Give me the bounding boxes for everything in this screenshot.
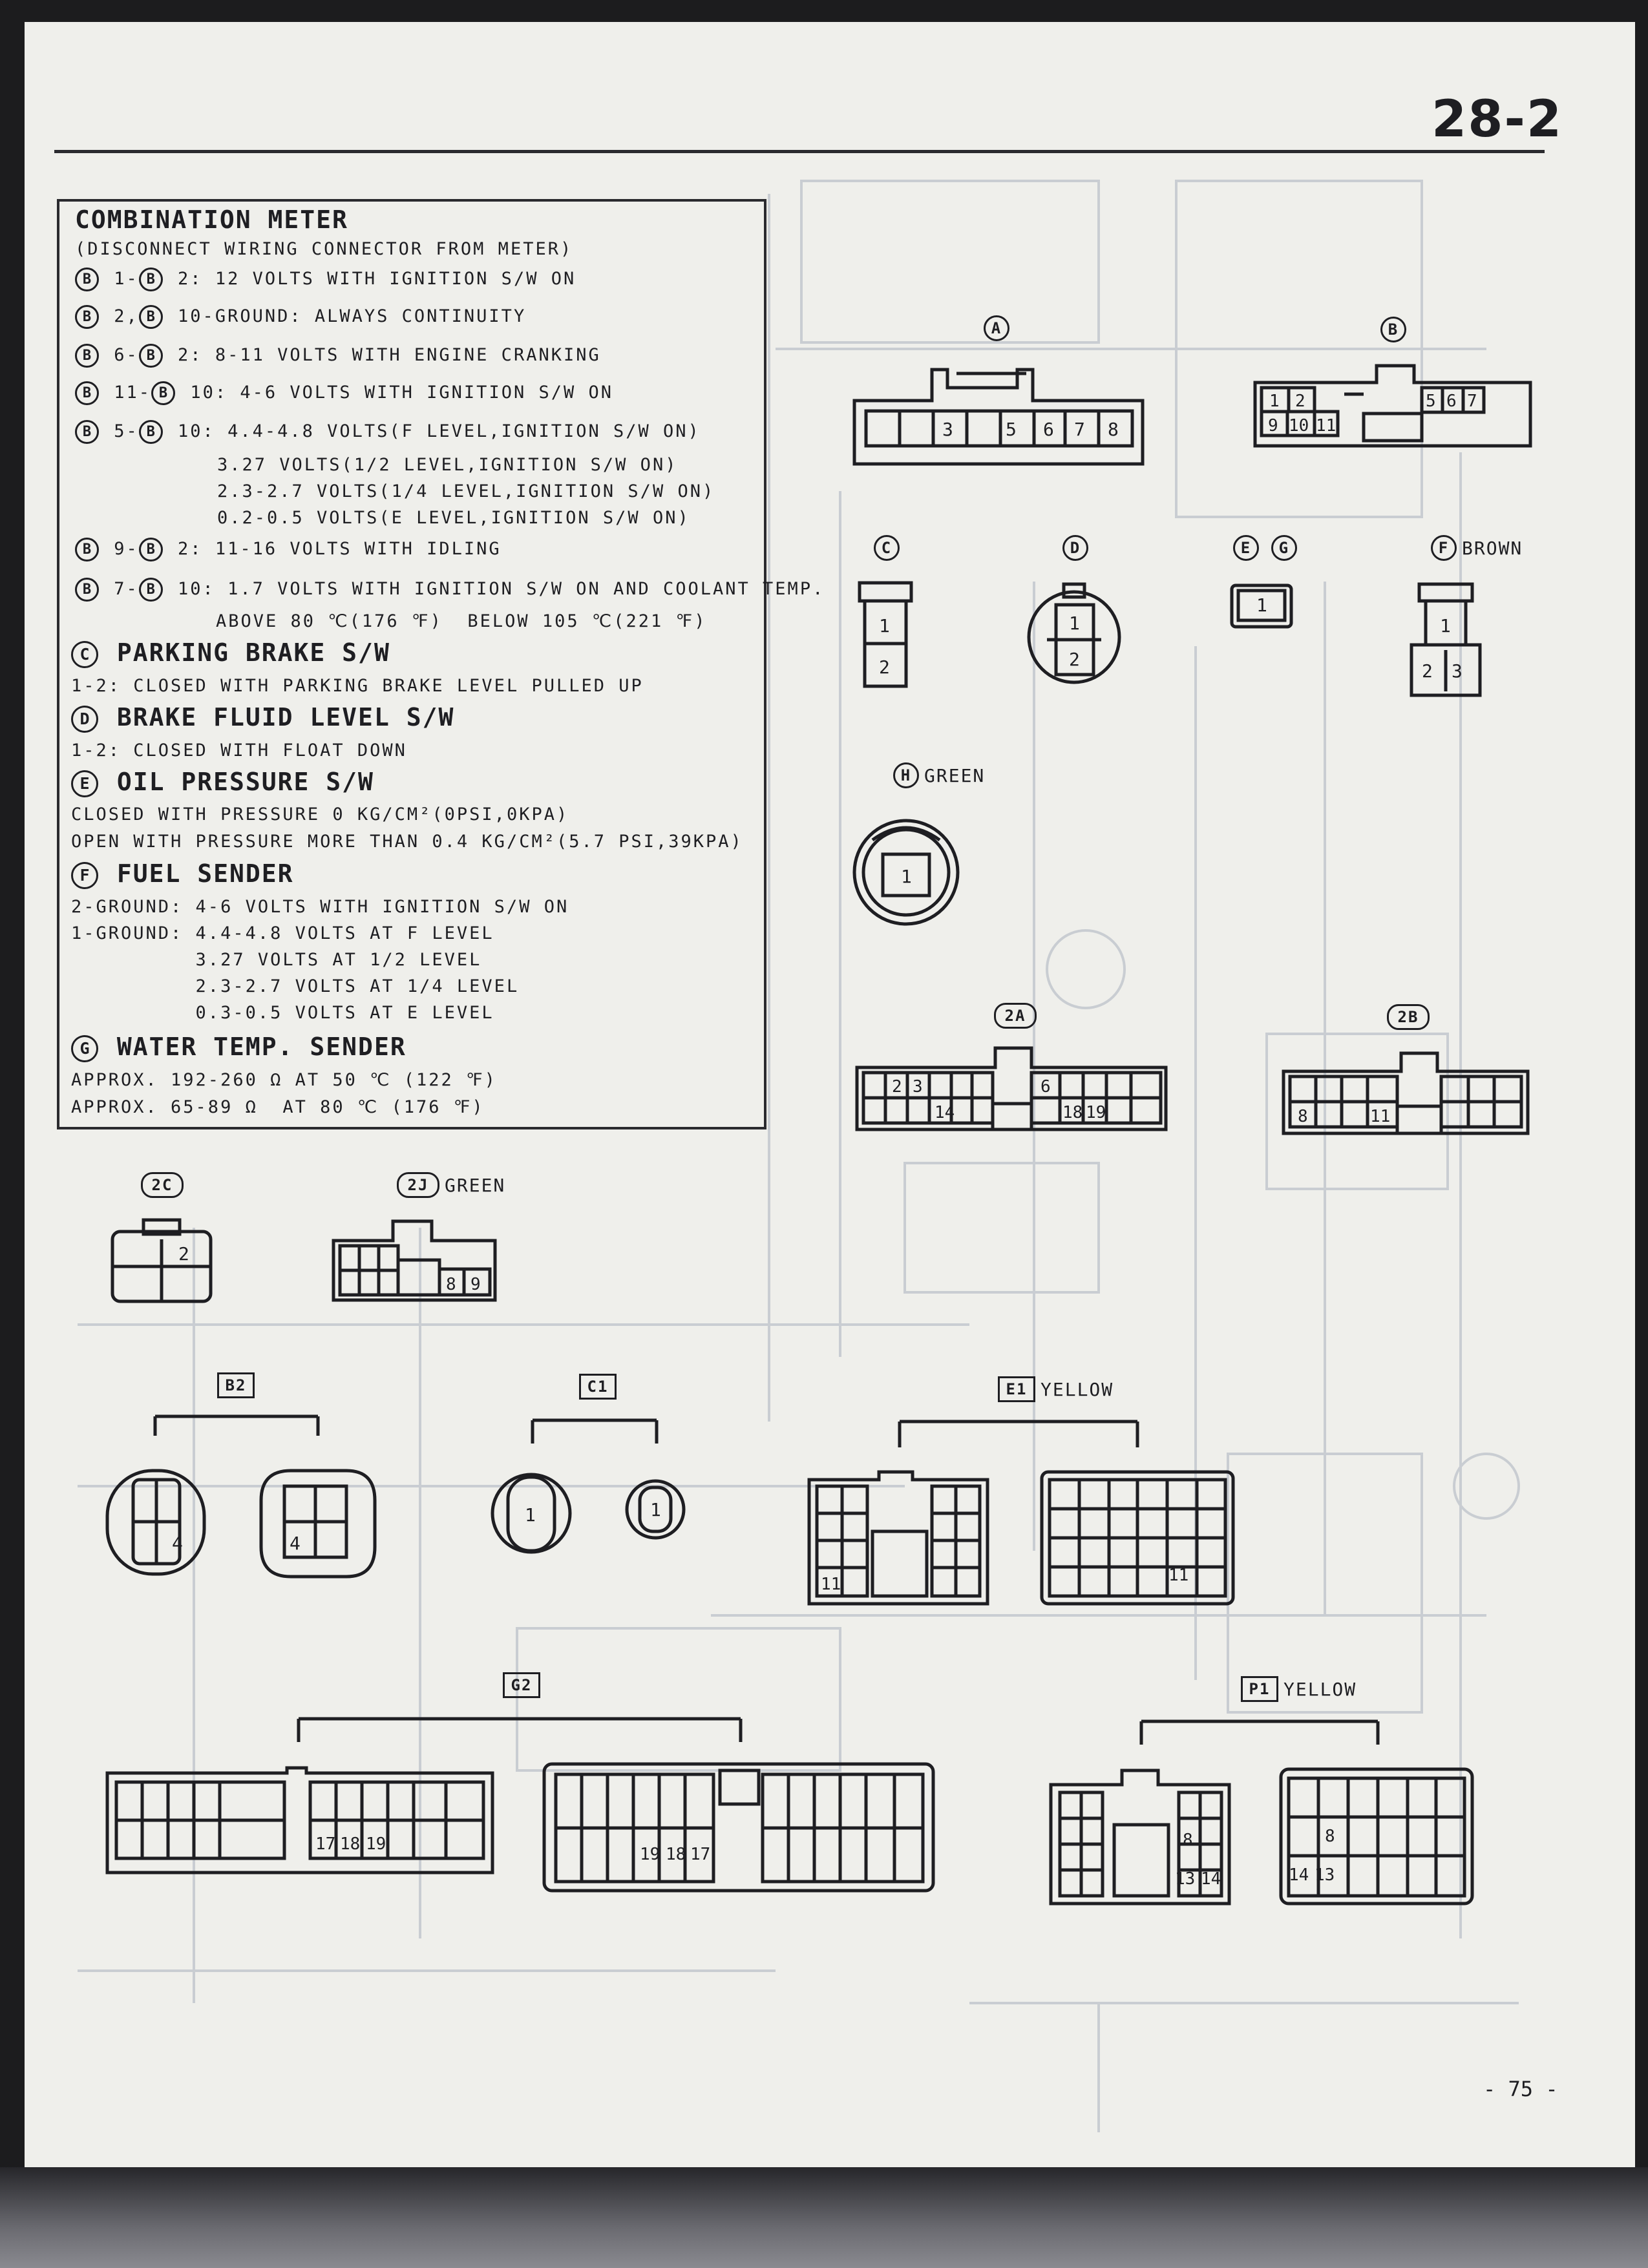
svg-text:6: 6 (1446, 392, 1457, 411)
svg-text:18: 18 (666, 1845, 686, 1864)
svg-text:11: 11 (821, 1575, 841, 1594)
svg-text:19: 19 (640, 1845, 660, 1864)
section-line: APPROX. 192-260 Ω AT 50 ℃ (122 ℉) (71, 1070, 497, 1090)
connector-f-label: F BROWN (1431, 535, 1523, 561)
svg-text:5: 5 (1006, 419, 1017, 440)
connector-a-label: A (984, 315, 1009, 341)
connector-c-label: C (874, 535, 900, 561)
svg-text:18: 18 (340, 1834, 361, 1854)
svg-text:7: 7 (1074, 419, 1085, 440)
svg-text:1: 1 (901, 866, 912, 887)
meter-line: B 1- B 2: 12 VOLTS WITH IGNITION S/W ON (75, 268, 576, 291)
svg-text:6: 6 (1041, 1077, 1051, 1097)
connector-e1-label: E1 YELLOW (998, 1376, 1114, 1402)
svg-text:8: 8 (1108, 419, 1119, 440)
connector-e1 (809, 1422, 1233, 1604)
connector-b2-pins (172, 1533, 301, 1554)
svg-text:19: 19 (366, 1834, 386, 1854)
svg-text:1: 1 (650, 1499, 661, 1520)
section-line: 1-2: CLOSED WITH FLOAT DOWN (71, 740, 407, 761)
connector-b2 (107, 1416, 375, 1577)
connector-d-label: D (1062, 535, 1088, 561)
section-heading: E OIL PRESSURE S/W (71, 768, 374, 797)
connector-g2 (107, 1719, 933, 1891)
connector-b2-label: B2 (217, 1372, 255, 1398)
svg-text:1: 1 (525, 1504, 536, 1526)
connector-e1-pins (821, 1566, 1188, 1594)
coolant-range: ABOVE 80 ℃(176 ℉) BELOW 105 ℃(221 ℉) (216, 611, 707, 631)
svg-text:11: 11 (1370, 1107, 1391, 1126)
meter-line: B 9- B 2: 11-16 VOLTS WITH IDLING (75, 538, 502, 562)
svg-text:19: 19 (1086, 1103, 1106, 1122)
spec-title: COMBINATION METER (75, 205, 348, 234)
meter-line: B 6- B 2: 8-11 VOLTS WITH ENGINE CRANKING (75, 344, 601, 368)
connector-d (1029, 584, 1119, 682)
svg-text:1: 1 (1269, 392, 1280, 411)
connector-a-pins (942, 419, 1119, 440)
connector-2a (857, 1048, 1166, 1129)
connector-a (854, 370, 1143, 464)
svg-text:7: 7 (1467, 392, 1477, 411)
connector-h-pins (901, 866, 912, 887)
connector-e-g-pins (1256, 594, 1267, 616)
meter-line: B 7- B 10: 1.7 VOLTS WITH IGNITION S/W ON AND COOLANT TEMP. (75, 578, 825, 602)
connector-c-pins (879, 615, 890, 678)
scan-bottom-edge (0, 2167, 1648, 2268)
section-line: 3.27 VOLTS AT 1/2 LEVEL (71, 950, 482, 970)
section-heading: G WATER TEMP. SENDER (71, 1033, 407, 1062)
section-line: 0.3-0.5 VOLTS AT E LEVEL (71, 1003, 494, 1023)
connector-h (854, 821, 958, 924)
page-number: - 75 - (1483, 2077, 1558, 2101)
section-line: 1-2: CLOSED WITH PARKING BRAKE LEVEL PULLED UP (71, 676, 644, 696)
svg-text:2: 2 (1422, 660, 1433, 682)
svg-text:2: 2 (892, 1077, 902, 1097)
svg-text:13: 13 (1175, 1869, 1196, 1889)
connector-f (1411, 584, 1480, 695)
svg-text:4: 4 (172, 1533, 183, 1554)
svg-text:11: 11 (1168, 1566, 1189, 1585)
section-line: CLOSED WITH PRESSURE 0 KG/CM²(0PSI,0KPA) (71, 804, 569, 824)
svg-text:6: 6 (1043, 419, 1054, 440)
meter-line: B 11- B 10: 4-6 VOLTS WITH IGNITION S/W ON (75, 381, 613, 405)
connector-2a-label: 2A (994, 1003, 1037, 1029)
section-line: APPROX. 65-89 Ω AT 80 ℃ (176 ℉) (71, 1097, 485, 1117)
connector-2c-label: 2C (141, 1172, 184, 1198)
svg-text:14: 14 (1201, 1869, 1221, 1889)
connector-2c (112, 1220, 211, 1301)
section-heading: C PARKING BRAKE S/W (71, 638, 390, 668)
section-heading: D BRAKE FLUID LEVEL S/W (71, 703, 454, 733)
svg-text:13: 13 (1315, 1865, 1335, 1885)
connector-e-g (1232, 585, 1291, 627)
spec-note: (DISCONNECT WIRING CONNECTOR FROM METER) (75, 239, 573, 259)
connector-c1-label: C1 (579, 1374, 617, 1400)
svg-text:2: 2 (178, 1243, 189, 1265)
svg-text:1: 1 (1069, 613, 1080, 634)
connector-h-label: H GREEN (893, 762, 985, 788)
connector-2a-pins (892, 1077, 1106, 1122)
svg-text:1: 1 (1440, 615, 1451, 636)
svg-text:1: 1 (879, 615, 890, 636)
fuel-level-line: 2.3-2.7 VOLTS(1/4 LEVEL,IGNITION S/W ON) (217, 481, 715, 501)
section-line: 2-GROUND: 4-6 VOLTS WITH IGNITION S/W ON (71, 897, 569, 917)
svg-text:17: 17 (690, 1845, 711, 1864)
svg-text:18: 18 (1062, 1103, 1083, 1122)
connector-c1 (492, 1420, 684, 1552)
svg-text:3: 3 (913, 1077, 923, 1097)
svg-text:8: 8 (1325, 1827, 1335, 1846)
meter-line: B 5- B 10: 4.4-4.8 VOLTS(F LEVEL,IGNITION S/W ON) (75, 420, 701, 444)
svg-text:8: 8 (446, 1275, 456, 1294)
connector-2j-label: 2J GREEN (397, 1172, 505, 1198)
connector-b-label: B (1380, 317, 1406, 342)
connector-c (860, 583, 911, 686)
svg-text:5: 5 (1426, 392, 1436, 411)
svg-text:2: 2 (1295, 392, 1305, 411)
svg-text:14: 14 (1289, 1865, 1309, 1885)
meter-line: B 2, B 10-GROUND: ALWAYS CONTINUITY (75, 305, 526, 329)
section-heading: F FUEL SENDER (71, 859, 294, 889)
section-line: 2.3-2.7 VOLTS AT 1/4 LEVEL (71, 976, 520, 996)
fuel-level-line: 3.27 VOLTS(1/2 LEVEL,IGNITION S/W ON) (217, 455, 678, 475)
connector-p1 (1051, 1721, 1472, 1904)
fuel-level-line: 0.2-0.5 VOLTS(E LEVEL,IGNITION S/W ON) (217, 508, 690, 528)
page-code: 28-2 (1431, 90, 1563, 149)
svg-text:3: 3 (1452, 660, 1463, 682)
section-line: 1-GROUND: 4.4-4.8 VOLTS AT F LEVEL (71, 923, 494, 943)
svg-text:10: 10 (1289, 416, 1309, 436)
connector-2b-label: 2B (1387, 1004, 1430, 1030)
connector-b (1255, 366, 1530, 446)
svg-text:14: 14 (935, 1103, 955, 1122)
section-line: OPEN WITH PRESSURE MORE THAN 0.4 KG/CM²(5.7 PSI,39KPA) (71, 832, 743, 852)
svg-text:11: 11 (1316, 416, 1336, 436)
connector-2c-pins (178, 1243, 189, 1265)
svg-text:3: 3 (942, 419, 953, 440)
svg-text:8: 8 (1183, 1831, 1193, 1850)
svg-text:9: 9 (470, 1275, 481, 1294)
connector-e-g-label: E G (1233, 535, 1297, 561)
svg-text:2: 2 (879, 656, 890, 678)
connector-2b (1284, 1053, 1528, 1133)
connector-f-pins (1422, 615, 1463, 682)
svg-text:1: 1 (1256, 594, 1267, 616)
svg-text:9: 9 (1268, 416, 1278, 436)
svg-text:2: 2 (1069, 649, 1080, 670)
connector-p1-label: P1 YELLOW (1241, 1676, 1357, 1702)
svg-text:8: 8 (1298, 1107, 1308, 1126)
connector-2j (333, 1221, 495, 1300)
connector-2b-pins (1298, 1107, 1390, 1126)
connector-g2-label: G2 (503, 1672, 540, 1698)
svg-text:4: 4 (290, 1533, 301, 1554)
svg-text:17: 17 (315, 1834, 336, 1854)
